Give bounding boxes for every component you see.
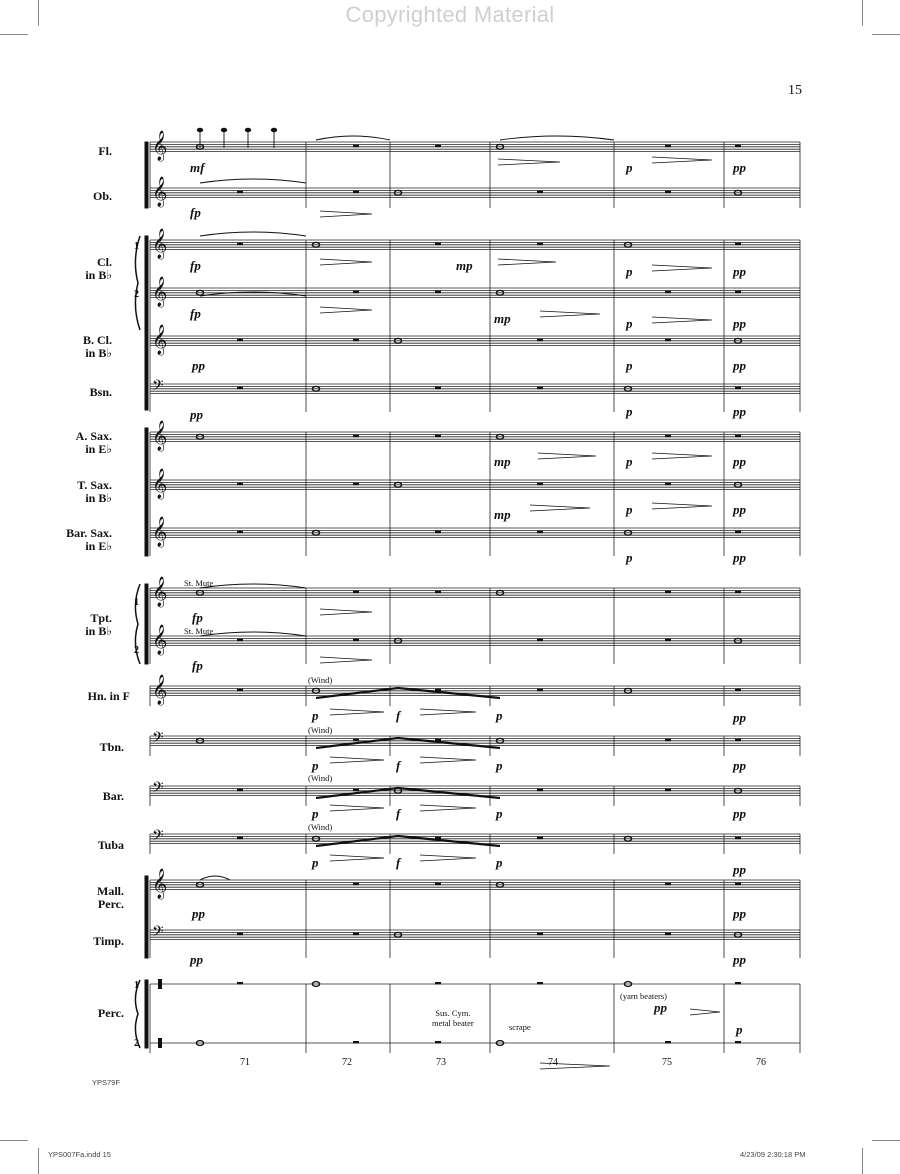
treble-clef: 𝄞 (152, 325, 168, 355)
instrument-label-tenor-sax: T. Sax. in B♭ (77, 478, 112, 505)
dynamic-pp: pp (654, 1000, 667, 1015)
hairpin (530, 505, 590, 511)
dynamic-p: p (496, 855, 503, 870)
whole-rest (237, 191, 243, 193)
bass-clef: 𝄢 (152, 827, 164, 848)
bass-clef: 𝄢 (152, 377, 164, 398)
brackets (135, 142, 148, 1048)
whole-rest (665, 883, 671, 885)
slur (200, 584, 306, 588)
hairpin (652, 157, 712, 163)
scrape-label: scrape (509, 1022, 531, 1032)
dynamic-pp: pp (733, 952, 746, 967)
dynamic-pp: pp (733, 404, 746, 419)
whole-rest (353, 789, 359, 791)
dynamic-pp: pp (733, 160, 746, 175)
whole-rest (537, 837, 543, 839)
whole-rest (435, 883, 441, 885)
dynamic-p: p (736, 1022, 743, 1037)
dynamic-fp: fp (190, 205, 201, 220)
whole-rest (735, 531, 741, 533)
instrument-label-trombone: Tbn. (99, 740, 124, 754)
note-marks (152, 128, 742, 1069)
dynamic-pp: pp (733, 862, 746, 877)
hairpin (330, 855, 384, 861)
whole-rest (435, 591, 441, 593)
staff-number: 2 (134, 289, 139, 300)
dynamic-pp: pp (733, 316, 746, 331)
whole-rest (665, 483, 671, 485)
treble-clef: 𝄞 (152, 229, 168, 259)
staff-number: 2 (134, 1038, 139, 1049)
dynamic-p: p (626, 502, 633, 517)
whole-rest (537, 387, 543, 389)
dynamic-mp: mp (494, 454, 511, 469)
whole-rest (735, 243, 741, 245)
slur (200, 876, 230, 880)
whole-rest (665, 291, 671, 293)
measure-number: 76 (756, 1057, 766, 1068)
whole-rest (665, 639, 671, 641)
dynamic-mp: mp (494, 311, 511, 326)
system-bracket (145, 236, 148, 410)
system-bracket (145, 980, 148, 1048)
whole-rest (537, 639, 543, 641)
instrument-label-bass-clarinet: B. Cl. in B♭ (82, 333, 112, 360)
whole-rest (237, 789, 243, 791)
instrument-label-mallet-perc: Mall. Perc. (97, 884, 124, 911)
dynamic-pp: pp (733, 358, 746, 373)
treble-clef: 𝄞 (152, 131, 168, 161)
whole-rest (237, 531, 243, 533)
bass-clef: 𝄢 (152, 779, 164, 800)
dynamic-p: p (626, 454, 633, 469)
wind-label: (Wind) (308, 822, 333, 832)
page-number: 15 (788, 83, 802, 98)
dynamic-fp: fp (190, 258, 201, 273)
whole-rest (237, 387, 243, 389)
whole-rest (735, 291, 741, 293)
whole-rest (537, 933, 543, 935)
whole-rest (435, 1041, 441, 1043)
whole-rest (353, 145, 359, 147)
wind-label: (Wind) (308, 675, 333, 685)
whole-rest (537, 339, 543, 341)
whole-rest (353, 435, 359, 437)
whole-rest (665, 145, 671, 147)
instrument-label-bassoon: Bsn. (89, 385, 112, 399)
whole-rest (353, 339, 359, 341)
hairpin (690, 1009, 720, 1015)
dynamic-pp: pp (733, 502, 746, 517)
dynamic-p: p (312, 708, 319, 723)
hairpin (498, 259, 556, 265)
instrument-label-alto-sax: A. Sax. in E♭ (75, 429, 112, 456)
hairpin (420, 757, 476, 763)
hairpin (652, 503, 712, 509)
dynamic-p: p (626, 358, 633, 373)
whole-rest (353, 933, 359, 935)
whole-rest (665, 789, 671, 791)
whole-rest (735, 145, 741, 147)
instrument-label-clarinet: Cl. in B♭ (85, 255, 112, 282)
dynamic-pp: pp (733, 806, 746, 821)
dynamic-fp: fp (192, 610, 203, 625)
whole-rest (237, 339, 243, 341)
whole-rest (665, 191, 671, 193)
whole-rest (537, 789, 543, 791)
dynamic-mp: mp (456, 258, 473, 273)
whole-rest (237, 689, 243, 691)
treble-clef: 𝄞 (152, 421, 168, 451)
whole-rest (735, 982, 741, 984)
treble-clef: 𝄞 (152, 469, 168, 499)
dynamic-f: f (396, 708, 401, 723)
whole-rest (735, 739, 741, 741)
staff-number: 1 (134, 241, 139, 252)
slur (200, 179, 306, 183)
hairpin (652, 317, 712, 323)
hairpin (652, 265, 712, 271)
whole-rest (237, 639, 243, 641)
whole-rest (665, 739, 671, 741)
whole-rest (353, 639, 359, 641)
whole-rest (537, 483, 543, 485)
treble-clef: 𝄞 (152, 869, 168, 899)
st-mute-label: St. Mute (184, 626, 214, 636)
hairpin (420, 709, 476, 715)
whole-rest (435, 145, 441, 147)
hairpin (498, 159, 560, 165)
system-bracket (145, 428, 148, 556)
footer-code: YPS79F (92, 1078, 120, 1087)
staff-number: 1 (134, 597, 139, 608)
whole-rest (665, 435, 671, 437)
instrument-label-timpani: Timp. (93, 934, 124, 948)
whole-rest (537, 689, 543, 691)
whole-rest (735, 591, 741, 593)
hairpin (420, 855, 476, 861)
measure-number: 73 (436, 1057, 446, 1068)
dynamic-p: p (496, 708, 503, 723)
dynamic-fp: fp (192, 658, 203, 673)
hairpin (320, 259, 372, 265)
whole-rest (665, 933, 671, 935)
measure-number: 71 (240, 1057, 250, 1068)
bass-clef: 𝄢 (152, 923, 164, 944)
whole-rest (353, 591, 359, 593)
hairpin (320, 307, 372, 313)
measure-number: 75 (662, 1057, 672, 1068)
system-bracket (145, 142, 148, 208)
whole-rest (665, 591, 671, 593)
dynamic-p: p (626, 550, 633, 565)
whole-rest (665, 339, 671, 341)
whole-rest (237, 933, 243, 935)
measure-number: 72 (342, 1057, 352, 1068)
whole-rest (353, 1041, 359, 1043)
whole-rest (435, 291, 441, 293)
hairpin (330, 709, 384, 715)
whole-rest (735, 1041, 741, 1043)
whole-rest (353, 291, 359, 293)
whole-rest (353, 883, 359, 885)
dynamic-pp: pp (733, 454, 746, 469)
dynamic-pp: pp (190, 952, 203, 967)
wind-label: (Wind) (308, 725, 333, 735)
whole-rest (435, 531, 441, 533)
instrument-label-flute: Fl. (98, 144, 112, 158)
hairpin (540, 311, 600, 317)
hairpin (420, 805, 476, 811)
system-bracket (145, 876, 148, 958)
whole-rest (435, 387, 441, 389)
dynamic-pp: pp (733, 758, 746, 773)
instrument-label-tuba: Tuba (97, 838, 124, 852)
dynamic-pp: pp (192, 906, 205, 921)
dynamic-pp: pp (733, 550, 746, 565)
treble-clef: 𝄞 (152, 625, 168, 655)
sus-cym-label: Sus. Cym. metal beater (432, 1008, 474, 1028)
dynamic-f: f (396, 855, 401, 870)
hairpin (320, 211, 372, 217)
whole-rest (665, 1041, 671, 1043)
dynamic-f: f (396, 806, 401, 821)
whole-rest (537, 191, 543, 193)
watermark: Copyrighted Material (345, 2, 555, 27)
whole-rest (435, 435, 441, 437)
whole-rest (435, 982, 441, 984)
dynamic-pp: pp (190, 407, 203, 422)
dynamic-f: f (396, 758, 401, 773)
dynamic-p: p (626, 404, 633, 419)
instrument-label-oboe: Ob. (92, 189, 112, 203)
percussion-clef (158, 1038, 162, 1048)
whole-rest (237, 483, 243, 485)
instrument-label-horn: Hn. in F (87, 689, 130, 703)
whole-rest (735, 837, 741, 839)
treble-clef: 𝄞 (152, 277, 168, 307)
whole-rest (353, 191, 359, 193)
whole-rest (435, 243, 441, 245)
dynamic-p: p (626, 160, 633, 175)
hairpin (330, 757, 384, 763)
dynamic-mp: mp (494, 507, 511, 522)
whole-rest (537, 531, 543, 533)
staff-number: 1 (134, 980, 139, 991)
whole-rest (237, 243, 243, 245)
treble-clef: 𝄞 (152, 517, 168, 547)
whole-rest (237, 837, 243, 839)
treble-clef: 𝄞 (152, 177, 168, 207)
footer-timestamp: 4/23/09 2:30:18 PM (740, 1150, 806, 1159)
st-mute-label: St. Mute (184, 578, 214, 588)
hairpin (320, 657, 372, 663)
whole-rest (735, 689, 741, 691)
hairpin (538, 453, 596, 459)
whole-rest (537, 243, 543, 245)
system-bracket (145, 584, 148, 664)
dynamic-p: p (626, 264, 633, 279)
instrument-label-baritone: Bar. (102, 789, 124, 803)
slur (200, 232, 306, 236)
instrument-label-trumpet: Tpt. in B♭ (85, 611, 112, 638)
dynamic-pp: pp (733, 264, 746, 279)
treble-clef: 𝄞 (152, 675, 168, 705)
whole-rest (353, 483, 359, 485)
dynamic-p: p (496, 758, 503, 773)
percussion-clef (158, 979, 162, 989)
yarn-beaters-label: (yarn beaters) (620, 991, 667, 1001)
dynamic-pp: pp (733, 710, 746, 725)
whole-rest (537, 982, 543, 984)
staff-lines (150, 142, 800, 1043)
dynamic-pp: pp (192, 358, 205, 373)
footer-file: YPS007Fa.indd 15 (48, 1150, 111, 1159)
slur (500, 136, 614, 140)
slur (316, 136, 390, 140)
instrument-label-bari-sax: Bar. Sax. in E♭ (66, 526, 112, 553)
slur (200, 632, 306, 636)
whole-rest (735, 435, 741, 437)
staff-number: 2 (134, 645, 139, 656)
dynamic-pp: pp (733, 906, 746, 921)
dynamic-p: p (626, 316, 633, 331)
treble-clef: 𝄞 (152, 577, 168, 607)
whole-rest (735, 387, 741, 389)
whole-rest (353, 739, 359, 741)
wind-label: (Wind) (308, 773, 333, 783)
dynamic-mf: mf (190, 160, 205, 175)
dynamic-p: p (496, 806, 503, 821)
instrument-label-percussion: Perc. (97, 1006, 124, 1020)
whole-rest (735, 883, 741, 885)
dynamic-p: p (312, 758, 319, 773)
hairpin (652, 453, 712, 459)
dynamic-fp: fp (190, 306, 201, 321)
measure-number: 74 (548, 1057, 558, 1068)
hairpin (320, 609, 372, 615)
whole-rest (237, 982, 243, 984)
dynamic-p: p (312, 855, 319, 870)
bass-clef: 𝄢 (152, 729, 164, 750)
hairpin (330, 805, 384, 811)
dynamic-p: p (312, 806, 319, 821)
